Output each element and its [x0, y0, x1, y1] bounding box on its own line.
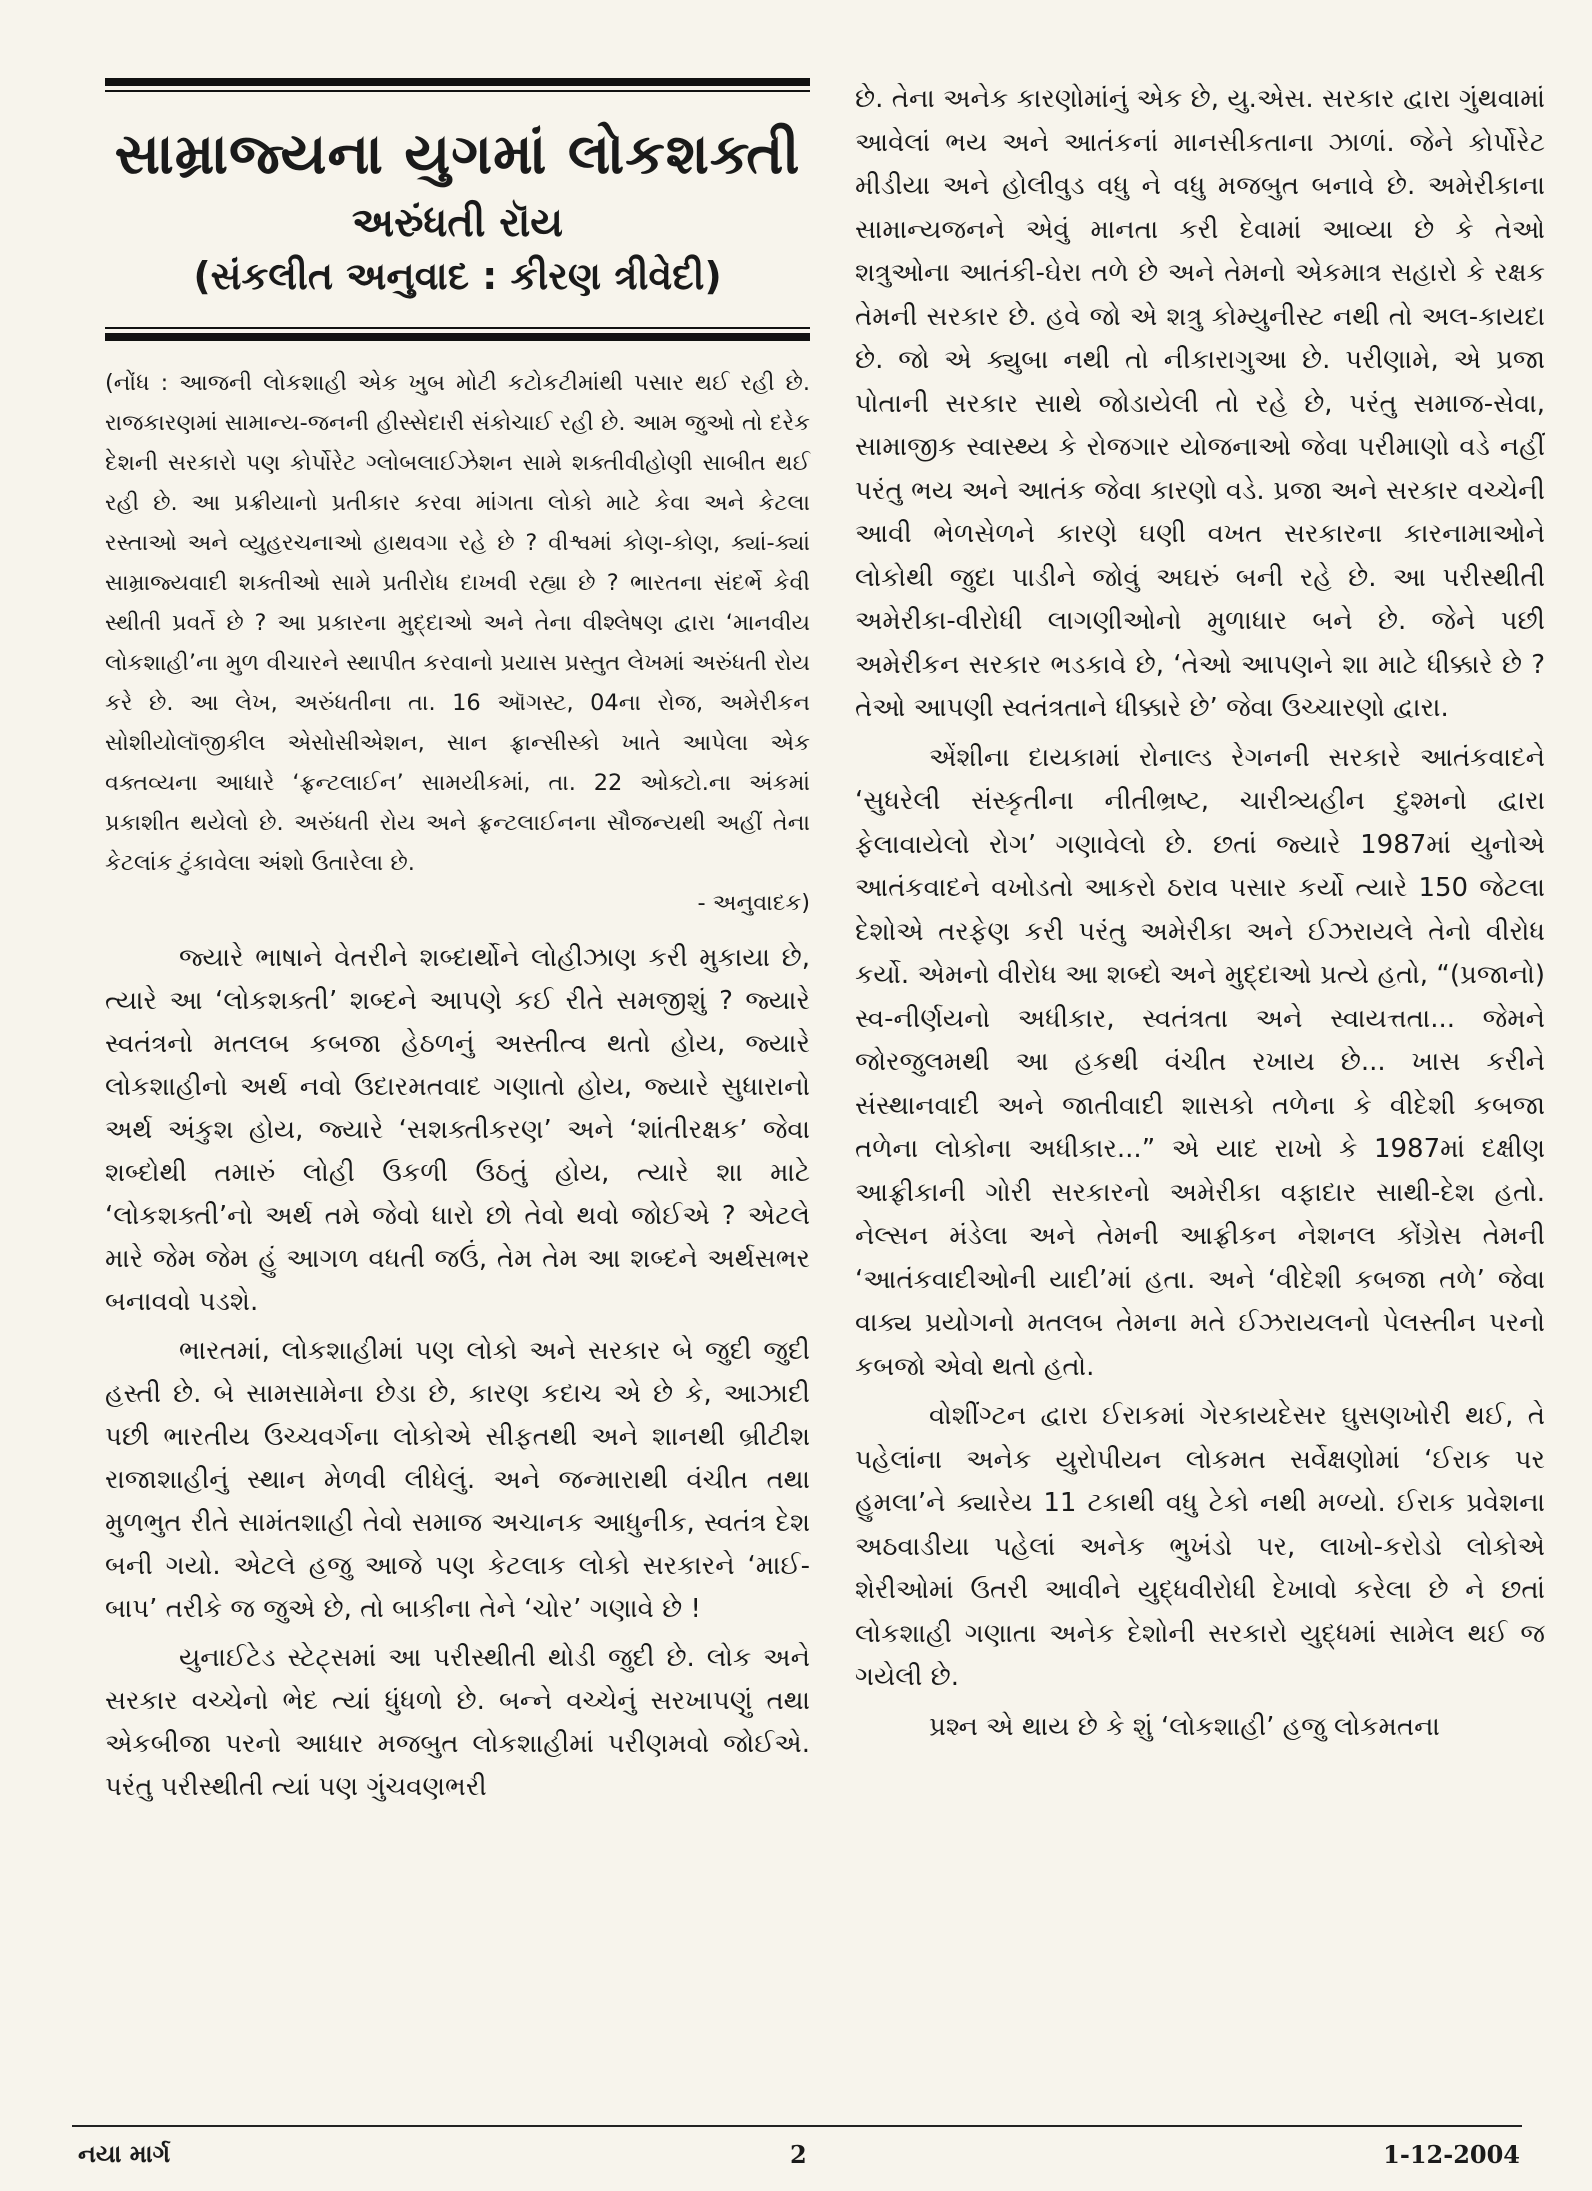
body-paragraph: યુનાઈટેડ સ્ટેટ્સમાં આ પરીસ્થીતી થોડી જુદી છે. લોક અને સરકાર વચ્ચેનો ભેદ ત્યાં ધુંધળો છે. બન્ને વચ્ચેનું સરખાપણું તથા એકબીજા પરનો આધાર મજબુત લોકશાહીમાં પરીણમવો જોઈએ. પરંતુ પરીસ્થીતી ત્યાં પણ ગુંચવણભરી	[105, 1642, 810, 1802]
footer-divider	[72, 2125, 1522, 2127]
header-bottom-rule	[105, 327, 810, 341]
editor-note-credit: - અનુવાદક)	[697, 889, 810, 916]
left-column	[105, 78, 810, 1815]
header-top-rule	[105, 78, 810, 92]
editor-note: (નોંધ : આજની લોકશાહી એક ખુબ મોટી કટોકટીમાંથી પસાર થઈ રહી છે. રાજકારણમાં સામાન્ય-જનની હીસ્સેદારી સંકોચાઈ રહી છે. આમ જુઓ તો દરેક દેશની સરકારો પણ કોર્પોરેટ ગ્લોબલાઈઝેશન સામે શક્તીવીહોણી સાબીત થઈ રહી છે. આ પ્રક્રીયાનો પ્રતીકાર કરવા માંગતા લોકો માટે કેવા અને કેટલા રસ્તાઓ અને વ્યુહરચનાઓ હાથવગા રહે છે ? વીશ્વમાં કોણ-કોણ, ક્યાં-ક્યાં સામ્રાજ્યવાદી શક્તીઓ સામે પ્રતીરોધ દાખવી રહ્યા છે ? ભારતના સંદર્ભે કેવી સ્થીતી પ્રવર્તે છે ? આ પ્રકારના મુદ્દાઓ અને તેના વીશ્લેષણ દ્વારા ‘માનવીય લોકશાહી’ના મુળ વીચારને સ્થાપીત કરવાનો પ્રયાસ પ્રસ્તુત લેખમાં અરુંધતી રોય કરે છે. આ લેખ, અરુંધતીના તા. 16 ઑગસ્ટ, 04ના રોજ, અમેરીકન સોશીયોલૉજીકીલ એસોસીએશન, સાન ફ્રાન્સીસ્કો ખાતે આપેલા એક વક્તવ્યના આધારે ‘ફ્રન્ટલાઈન’ સામયીકમાં, તા. 22 ઓક્ટો.ના અંકમાં પ્રકાશીત થયેલો છે. અરુંધતી રોય અને ફ્રન્ટલાઈનના સૌજન્યથી અહીં તેના કેટલાંક ટુંકાવેલા અંશો ઉતારેલા છે.	[105, 369, 810, 876]
body-paragraph: પ્રશ્ન એ થાય છે કે શું ‘લોકશાહી’ હજુ લોકમતના	[929, 1711, 1440, 1742]
body-paragraph: છે. તેના અનેક કારણોમાંનું એક છે, યુ.એસ. સરકાર દ્વારા ગુંથવામાં આવેલાં ભય અને આતંકનાં માનસીકતાના ઝાળાં. જેને કોર્પોરેટ મીડીયા અને હોલીવુડ વધુ ને વધુ મજબુત બનાવે છે. અમેરીકાના સામાન્યજનને એવું માનતા કરી દેવામાં આવ્યા છે કે તેઓ શત્રુઓના આતંકી-ઘેરા તળે છે અને તેમનો એકમાત્ર સહારો કે રક્ષક તેમની સરકાર છે. હવે જો એ શત્રુ કોમ્યુનીસ્ટ નથી તો અલ-કાયદા છે. જો એ ક્યુબા નથી તો નીકારાગુઆ છે. પરીણામે, એ પ્રજા પોતાની સરકાર સાથે જોડાયેલી તો રહે છે, પરંતુ સમાજ-સેવા, સામાજીક સ્વાસ્થ્ય કે રોજગાર યોજનાઓ જેવા પરીમાણો વડે નહીં પરંતુ ભય અને આતંક જેવા કારણો વડે. પ્રજા અને સરકાર વચ્ચેની આવી ભેળસેળને કારણે ઘણી વખત સરકારના કારનામાઓને લોકોથી જુદા પાડીને જોવું અઘરું બની રહે છે. આ પરીસ્થીતી અમેરીકા-વીરોધી લાગણીઓનો મુળાધાર બને છે. જેને પછી અમેરીકન સરકાર ભડકાવે છે, ‘તેઓ આપણને શા માટે ધીક્કારે છે ? તેઓ આપણી સ્વતંત્રતાને ધીક્કારે છે’ જેવા ઉચ્ચારણો દ્વારા.	[855, 84, 1545, 723]
page-footer	[0, 2140, 1592, 2180]
body-paragraph: વોશીંગ્ટન દ્વારા ઈરાકમાં ગેરકાયદેસર ઘુસણખોરી થઈ, તે પહેલાંના અનેક યુરોપીયન લોકમત સર્વેક્ષણોમાં ‘ઈરાક પર હુમલા’ને ક્યારેય 11 ટકાથી વધુ ટેકો નથી મળ્યો. ઈરાક પ્રવેશના અઠવાડીયા પહેલાં અનેક ભુખંડો પર, લાખો-કરોડો લોકોએ શેરીઓમાં ઉતરી આવીને યુદ્ધવીરોધી દેખાવો કરેલા છે ને છતાં લોકશાહી ગણાતા અનેક દેશોની સરકારો યુદ્ધમાં સામેલ થઈ જ ગયેલી છે.	[855, 1401, 1545, 1692]
publication-name: નયા માર્ગ	[78, 2140, 171, 2168]
body-paragraph: જ્યારે ભાષાને વેતરીને શબ્દાર્થોને લોહીઝાણ કરી મુકાયા છે, ત્યારે આ ‘લોકશક્તી’ શબ્દને આપણે કઈ રીતે સમજીશું ? જ્યારે સ્વતંત્રનો મતલબ કબજા હેઠળનું અસ્તીત્વ થતો હોય, જ્યારે લોકશાહીનો અર્થ નવો ઉદારમતવાદ ગણાતો હોય, જ્યારે સુધારાનો અર્થ અંકુશ હોય, જ્યારે ‘સશક્તીકરણ’ અને ‘શાંતીરક્ષક’ જેવા શબ્દોથી તમારું લોહી ઉકળી ઉઠતું હોય, ત્યારે શા માટે ‘લોકશક્તી’નો અર્થ તમે જેવો ધારો છો તેવો થવો જોઈએ ? એટલે મારે જેમ જેમ હું આગળ વધતી જઉં, તેમ તેમ આ શબ્દને અર્થસભર બનાવવો પડશે.	[105, 942, 810, 1317]
article-author: અરુંધતી રૉય	[351, 199, 564, 246]
page-number: 2	[790, 2140, 807, 2169]
issue-date: 1-12-2004	[1383, 2140, 1520, 2169]
body-paragraph: ભારતમાં, લોકશાહીમાં પણ લોકો અને સરકાર બે જુદી જુદી હસ્તી છે. બે સામસામેના છેડા છે, કારણ કદાચ એ છે કે, આઝાદી પછી ભારતીય ઉચ્ચવર્ગના લોકોએ સીફતથી અને શાનથી બ્રીટીશ રાજાશાહીનું સ્થાન મેળવી લીધેલું. અને જન્મારાથી વંચીત તથા મુળભુત રીતે સામંતશાહી તેવો સમાજ અચાનક આધુનીક, સ્વતંત્ર દેશ બની ગયો. એટલે હજુ આજે પણ કેટલાક લોકો સરકારને ‘માઈ-બાપ’ તરીકે જ જુએ છે, તો બાકીના તેને ‘ચોર’ ગણાવે છે !	[105, 1335, 810, 1624]
article-title: સામ્રાજ્યના યુગમાં લોકશક્તી	[114, 122, 801, 187]
body-paragraph: એંશીના દાયકામાં રોનાલ્ડ રેગનની સરકારે આતંકવાદને ‘સુધરેલી સંસ્કૃતીના નીતીભ્રષ્ટ, ચારીત્ર્યહીન દુશ્મનો દ્વારા ફેલાવાયેલો રોગ’ ગણાવેલો છે. છતાં જ્યારે 1987માં યુનોએ આતંકવાદને વખોડતો આકરો ઠરાવ પસાર કર્યો ત્યારે 150 જેટલા દેશોએ તરફેણ કરી પરંતુ અમેરીકા અને ઈઝરાયલે તેનો વીરોધ કર્યો. એમનો વીરોધ આ શબ્દો અને મુદ્દાઓ પ્રત્યે હતો, “(પ્રજાનો) સ્વ-નીર્ણયનો અધીકાર, સ્વતંત્રતા અને સ્વાયત્તતા... જેમને જોરજુલમથી આ હકથી વંચીત રખાય છે... ખાસ કરીને સંસ્થાનવાદી અને જાતીવાદી શાસકો તળેના કે વીદેશી કબજા તળેના લોકોના અધીકાર...” એ યાદ રાખો કે 1987માં દક્ષીણ આફ્રીકાની ગોરી સરકારનો અમેરીકા વફાદાર સાથી-દેશ હતો. નેલ્સન મંડેલા અને તેમની આફ્રીકન નેશનલ કોંગ્રેસ તેમની ‘આતંકવાદીઓની યાદી’માં હતા. અને ‘વીદેશી કબજા તળે’ જેવા વાક્ય પ્રયોગનો મતલબ તેમના મતે ઈઝરાયલનો પેલસ્તીન પરનો કબજો એવો થતો હતો.	[855, 742, 1545, 1382]
right-column	[855, 78, 1545, 1755]
translator-credit: (સંકલીત અનુવાદ : કીરણ ત્રીવેદી)	[193, 253, 722, 298]
